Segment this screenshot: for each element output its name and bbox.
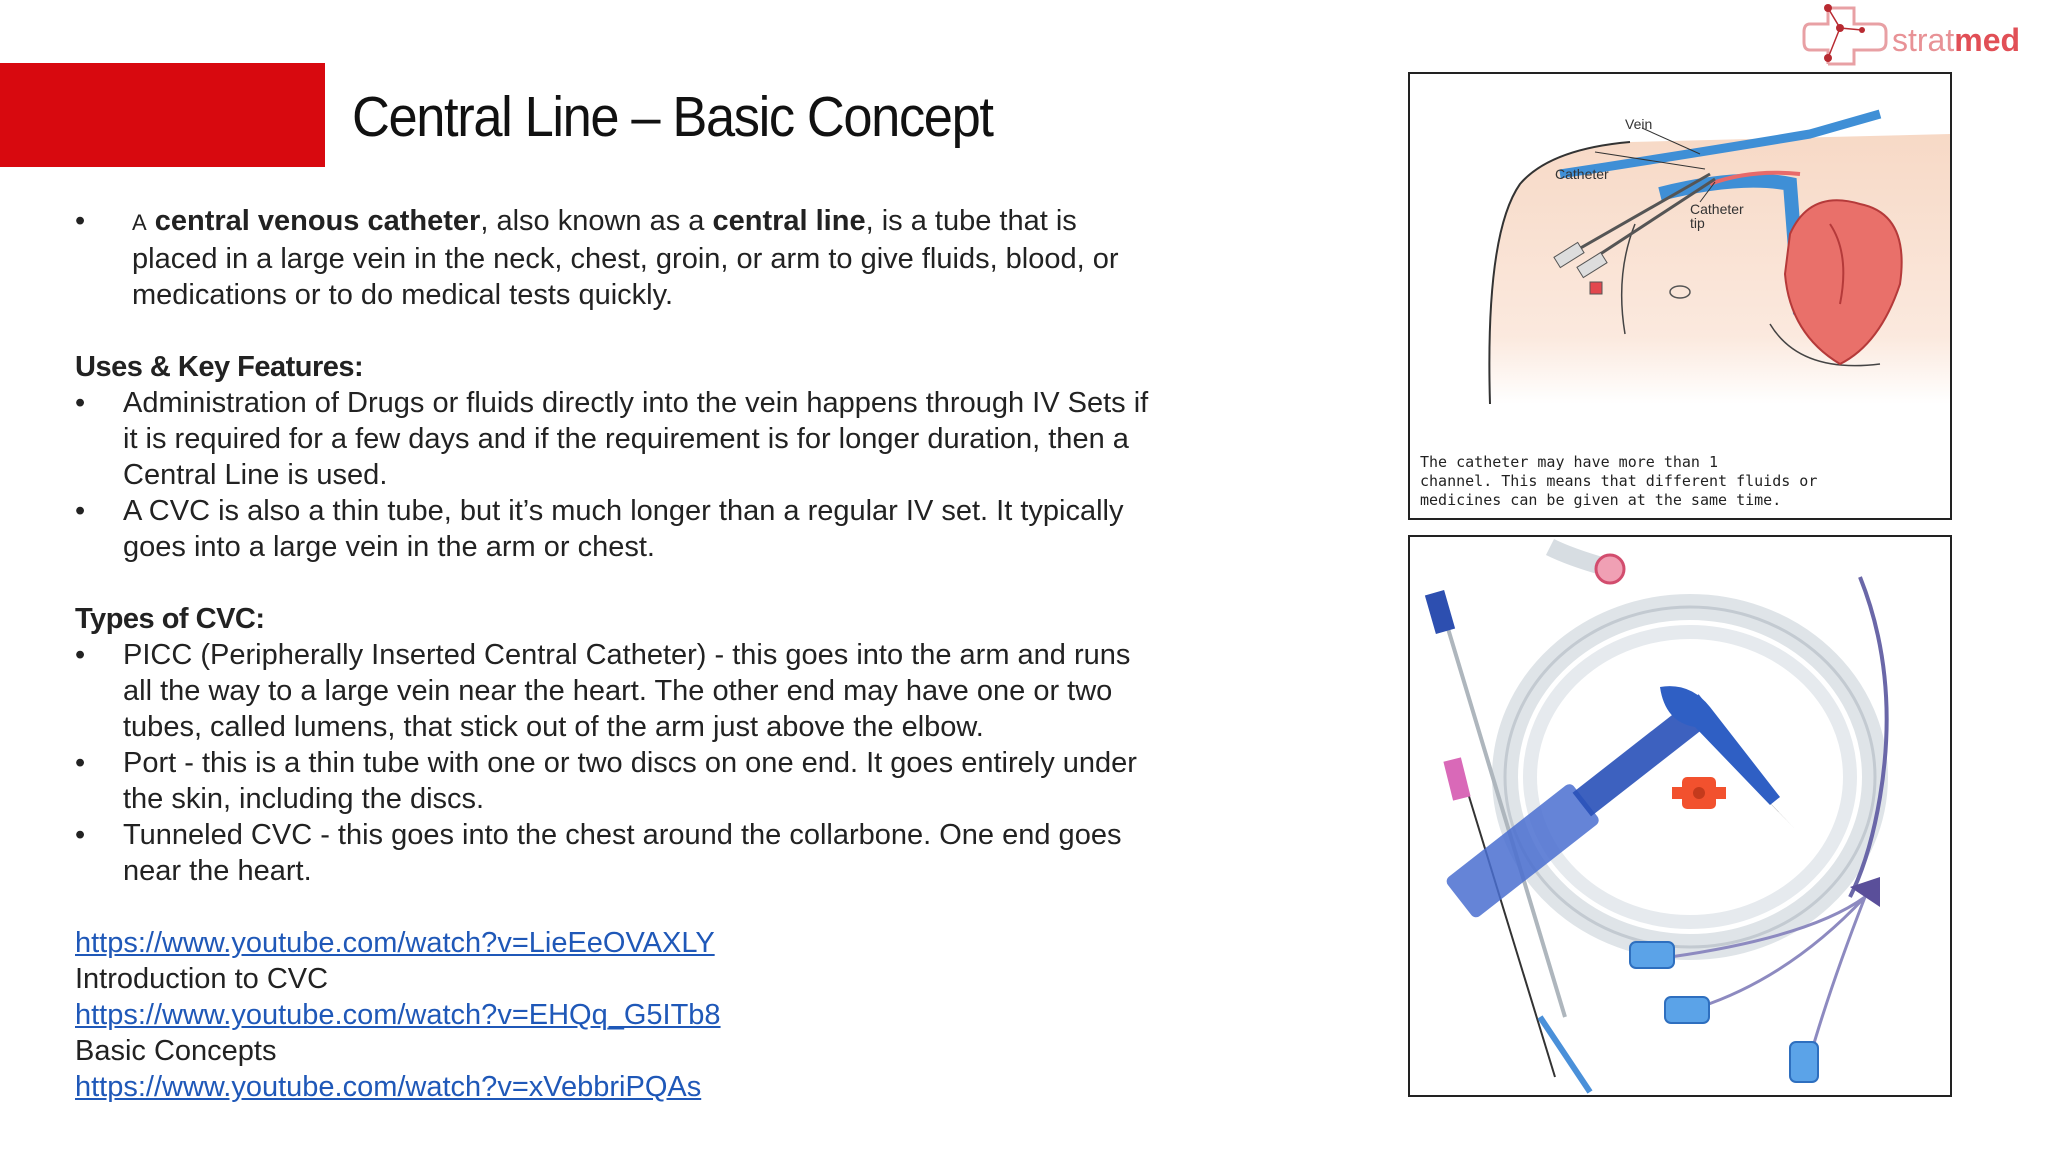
types-bullet-tunneled (75, 817, 1195, 889)
caption-line2: channel. This means that different fluids or (1420, 472, 1818, 490)
bullet-dot: • (75, 387, 86, 419)
term-central-venous-catheter: central venous catheter (154, 205, 481, 237)
types-heading: Types of CVC: (75, 603, 265, 635)
uses-1-line1: Administration of Drugs or fluids directly into the vein happens through IV Sets if (123, 387, 1149, 419)
types-3-line1: Tunneled CVC - this goes into the chest around the collarbone. One end goes (123, 819, 1122, 851)
figure-caption (1420, 453, 1940, 510)
label-catheter: Catheter (1555, 166, 1609, 182)
caption-line1: The catheter may have more than 1 (1420, 453, 1719, 471)
caption-line3: medicines can be given at the same time. (1420, 491, 1782, 509)
logo-text-light: strat (1892, 22, 1955, 58)
uses-bullet-1 (75, 385, 1195, 493)
catheter-anatomy-figure (1408, 72, 1952, 520)
logo-text-bold: med (1954, 22, 2021, 58)
uses-1-line2: it is required for a few days and if the requirement is for longer duration, then a (123, 423, 1129, 455)
types-2-line1: Port - this is a thin tube with one or two discs on one end. It goes entirely under (123, 747, 1137, 779)
slide-title: Central Line – Basic Concept (352, 85, 993, 149)
bullet-dot: • (75, 205, 86, 237)
video-link-1[interactable]: https://www.youtube.com/watch?v=LieEeOVAXLY (75, 927, 715, 959)
uses-1-line3: Central Line is used. (123, 459, 388, 491)
intro-line3: medications or to do medical tests quickly. (132, 279, 674, 311)
bullet-dot: • (75, 495, 86, 527)
cvc-kit-photo (1408, 535, 1952, 1097)
types-3-line2: near the heart. (123, 855, 312, 887)
cvc-kit-illustration (1410, 537, 1950, 1095)
title-accent-bar (0, 63, 325, 167)
uses-2-line1: A CVC is also a thin tube, but it’s much longer than a regular IV set. It typically (123, 495, 1124, 527)
logo-wordmark (1892, 22, 2020, 59)
bullet-dot: • (75, 639, 86, 671)
intro-line2: placed in a large vein in the neck, chest, groin, or arm to give fluids, blood, or (132, 243, 1119, 275)
video-link-3[interactable]: https://www.youtube.com/watch?v=xVebbriPQAs (75, 1071, 702, 1103)
anatomy-illustration (1410, 74, 1950, 444)
label-catheter-tip-1: Catheter (1690, 201, 1744, 217)
intro-mid: , also known as a (480, 205, 713, 237)
bullet-dot: • (75, 747, 86, 779)
intro-line1-rest: , is a tube that is (865, 205, 1077, 237)
uses-bullet-2 (75, 493, 1195, 565)
types-bullet-port (75, 745, 1195, 817)
slide-body (75, 203, 1195, 1105)
term-central-line: central line (712, 205, 866, 237)
intro-lead: A (132, 210, 147, 235)
video-link-2[interactable]: https://www.youtube.com/watch?v=EHQq_G5ITb8 (75, 999, 721, 1031)
types-1-line1: PICC (Peripherally Inserted Central Catheter) - this goes into the arm and runs (123, 639, 1131, 671)
types-bullet-picc (75, 637, 1195, 745)
uses-heading: Uses & Key Features: (75, 351, 364, 383)
types-1-line3: tubes, called lumens, that stick out of the arm just above the elbow. (123, 711, 984, 743)
video-label-introduction: Introduction to CVC (75, 963, 329, 995)
label-vein: Vein (1625, 116, 1653, 132)
intro-bullet (75, 203, 1195, 313)
bullet-dot: • (75, 819, 86, 851)
label-catheter-tip-2: tip (1690, 215, 1705, 231)
types-1-line2: all the way to a large vein near the heart. The other end may have one or two (123, 675, 1113, 707)
video-label-basic-concepts: Basic Concepts (75, 1035, 277, 1067)
uses-2-line2: goes into a large vein in the arm or chest. (123, 531, 655, 563)
types-2-line2: the skin, including the discs. (123, 783, 485, 815)
